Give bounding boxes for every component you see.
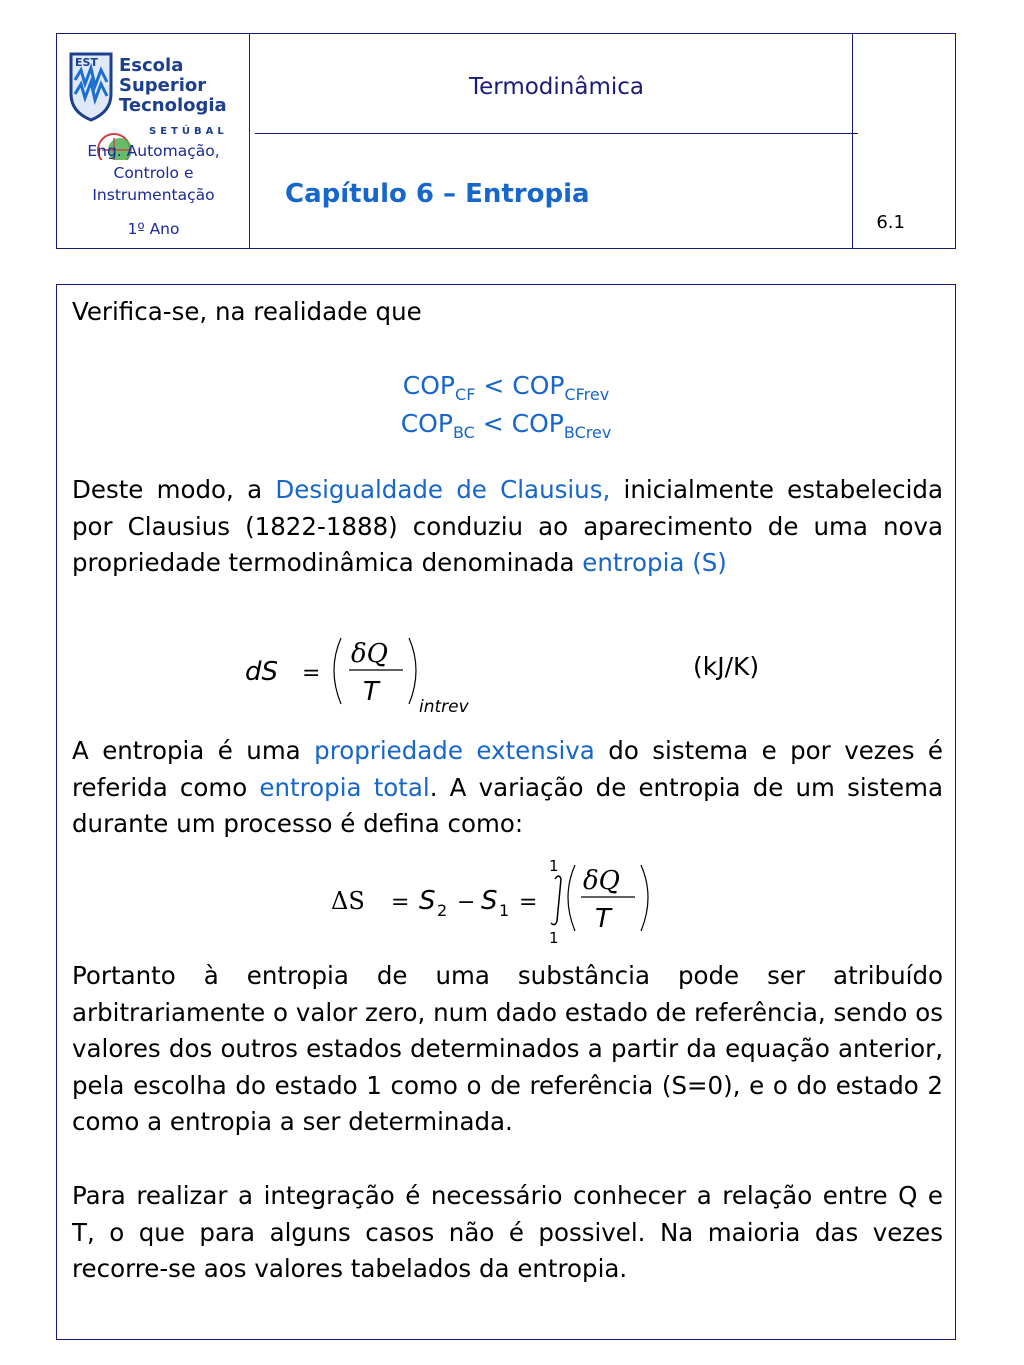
header-box	[56, 33, 956, 249]
s2-subscript: 2	[437, 901, 448, 920]
delta-s: ΔS	[331, 887, 365, 915]
reference-state-paragraph: Portanto à entropia de uma substância pode ser atribuído arbitrariamente o valor zero, num dado estado de referência, sendo os valores dos outros estados determinados a partir da equação anterior, pela escolha do estado 1 como o de referência (S=0), e o do estado 2 como a entropia a ser determinada.	[72, 961, 943, 1136]
formula-unit: (kJ/K)	[693, 652, 760, 681]
school-name-line2: Superior	[119, 75, 207, 96]
school-name-line3: Tecnologia	[119, 95, 227, 116]
clausius-paragraph	[72, 472, 943, 582]
extensive-property-paragraph	[72, 733, 943, 843]
s2-symbol: S	[419, 886, 436, 916]
school-name-line1: Escola	[119, 55, 184, 76]
paragraph-text: Deste modo, a	[72, 475, 276, 504]
cop-subscript: BCrev	[563, 423, 612, 442]
formula-delta-s-svg	[329, 853, 669, 949]
formula-numerator: δQ	[351, 639, 388, 669]
entropy-change-formula	[329, 853, 669, 953]
cop-label: COP	[512, 371, 565, 400]
subject-title: Termodinâmica	[468, 74, 644, 100]
chapter-title: Capítulo 6 – Entropia	[285, 179, 590, 209]
formula-subscript: intrev	[419, 697, 469, 717]
less-than-sign: <	[474, 409, 512, 438]
header-divider	[255, 133, 858, 134]
highlight-entropy: entropia (S)	[582, 548, 727, 577]
formula-denominator: T	[363, 677, 379, 707]
cop-label: COP	[400, 409, 453, 438]
less-than-sign: <	[475, 371, 513, 400]
page-number: 6.1	[876, 212, 905, 233]
svg-text:EST: EST	[75, 56, 98, 69]
formula-lhs: dS	[245, 657, 279, 687]
formula-equals: =	[519, 890, 538, 915]
cop-inequality-cf	[57, 371, 955, 404]
school-city: SETÚBAL	[149, 126, 228, 137]
highlight-total-entropy: entropia total	[259, 772, 430, 802]
school-name	[119, 56, 227, 116]
cop-subscript: CF	[455, 385, 476, 404]
highlight-clausius: Desigualdade de Clausius,	[275, 475, 611, 504]
intro-text: Verifica-se, na realidade que	[72, 297, 422, 326]
formula-denominator: T	[595, 904, 611, 934]
minus-sign: −	[457, 890, 476, 915]
formula-equals: =	[302, 661, 321, 686]
cop-subscript: CFrev	[564, 385, 610, 404]
cop-label: COP	[511, 409, 564, 438]
integral-upper-limit: 1	[549, 857, 559, 875]
highlight-extensive: propriedade extensiva	[314, 736, 595, 765]
cop-subscript: BC	[452, 423, 475, 442]
content-box	[56, 284, 956, 1340]
course-line2: Controlo e	[113, 164, 194, 182]
header-left-cell	[57, 34, 250, 248]
paragraph-text: A entropia é uma	[72, 736, 315, 765]
integral-lower-limit: 1	[549, 929, 559, 947]
course-year: 1º Ano	[127, 220, 180, 238]
entropy-differential-formula	[237, 630, 557, 726]
paragraph-text: . A variação de entropia de um sistema durante um processo é defina como:	[72, 772, 943, 838]
formula-ds-svg	[237, 630, 557, 722]
course-name	[57, 140, 250, 206]
paragraph-text: do sistema e por vezes é referida como	[72, 736, 943, 802]
course-line3: Instrumentação	[92, 186, 215, 204]
course-line1: Eng. Automação,	[87, 142, 220, 160]
header-right-cell	[852, 34, 955, 248]
paragraph-text: inicialmente estabelecida por Clausius (1822-1888) conduziu ao aparecimento de uma nova propriedade termodinâmica denominada	[72, 475, 943, 577]
formula-equals: =	[391, 890, 410, 915]
formula-numerator: δQ	[583, 866, 620, 896]
s1-symbol: S	[481, 886, 498, 916]
cop-inequality-bc	[57, 409, 955, 442]
integration-paragraph: Para realizar a integração é necessário conhecer a relação entre Q e T, o que para alguns casos não é possivel. Na maioria das vezes recorre-se aos valores tabelados da entropia.	[72, 1181, 943, 1283]
s1-subscript: 1	[499, 901, 510, 920]
cop-label: COP	[402, 371, 456, 400]
